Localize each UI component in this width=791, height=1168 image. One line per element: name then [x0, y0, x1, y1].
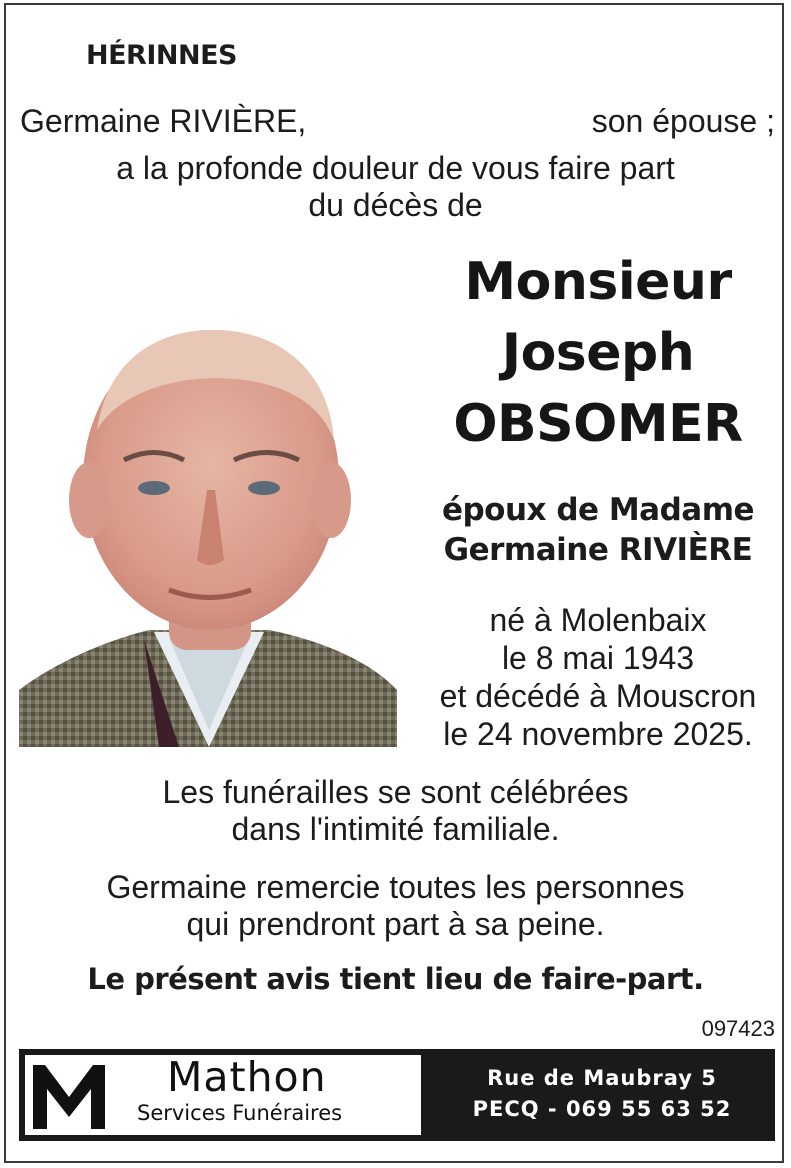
birth-place: né à Molenbaix	[489, 602, 707, 638]
announcement-line-1: a la profonde douleur de vous faire part	[116, 150, 675, 186]
notice-statement: Le présent avis tient lieu de faire-part.	[87, 962, 704, 996]
funeral-line-1: Les funérailles se sont célébrées	[162, 774, 629, 810]
death-place: et décédé à Mouscron	[439, 678, 757, 714]
funeral-home-name: Mathon	[167, 1053, 327, 1101]
thanks-line-1: Germaine remercie toutes les personnes	[106, 869, 685, 905]
funeral-home-phone: PECQ - 069 55 63 52	[472, 1097, 732, 1121]
funeral-home-subtitle: Services Funéraires	[137, 1101, 343, 1125]
deceased-last-name: OBSOMER	[453, 394, 743, 454]
spouse-line-1: époux de Madame	[441, 492, 755, 528]
deceased-first-name: Joseph	[501, 323, 695, 383]
locality: HÉRINNES	[86, 40, 237, 71]
funeral-home-logo-box	[25, 1055, 421, 1135]
thanks-line-2: qui prendront part à sa peine.	[186, 906, 605, 942]
family-name: Germaine RIVIÈRE,	[20, 103, 307, 139]
spouse-line-2: Germaine RIVIÈRE	[443, 532, 753, 568]
funeral-line-2: dans l'intimité familiale.	[231, 811, 560, 847]
funeral-home-banner	[19, 1049, 775, 1141]
birth-date: le 8 mai 1943	[501, 640, 695, 676]
announcement-line-2: du décès de	[308, 187, 483, 223]
m-logo-icon	[29, 1061, 109, 1131]
portrait-photo	[19, 260, 397, 747]
relation: son épouse ;	[591, 103, 775, 139]
reference-number: 097423	[701, 1016, 775, 1041]
death-date: le 24 novembre 2025.	[443, 716, 753, 752]
funeral-home-address: Rue de Maubray 5	[487, 1066, 717, 1090]
deceased-title: Monsieur	[464, 252, 732, 312]
